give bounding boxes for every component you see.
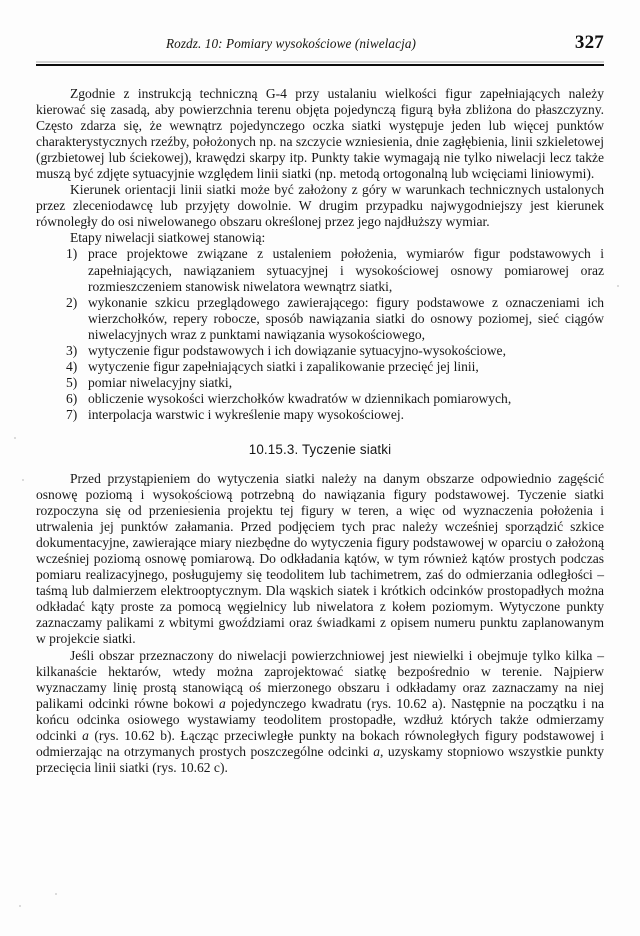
spacer-before-heading [36,423,604,442]
list-marker: 4) [66,358,78,374]
paragraph-3-list-intro: Etapy niwelacji siatkowej stanowią: [70,230,266,246]
list-item [36,391,604,407]
scan-speckle [22,479,24,481]
scan-speckle [14,437,16,439]
segment-text: Jeśli obszar przeznaczony do niwelacji powierzchniowej jest niewielki i obejmuje tylko kilka – kilkanaście hektarów, wtedy można zaprojektować siatkę bezpośrednio w terenie. Najpierw wyznaczamy linię prostą stanowiącą oś mierzonego obszaru i odkładamy oraz zaznaczamy na niej palikami odcinki równe bokowi [36,647,604,711]
list-marker: 7) [66,406,78,422]
segment-text: , uzyskamy stopniowo wszystkie punkty przecięcia linii siatki (rys. 10.62 c). [36,743,605,775]
paragraph-4: Przed przystąpieniem do wytyczenia siatki należy na danym obszarze odpowiednio zagęścić osnowę poziomą i wysokościową potrzebną do nawiązania figury podstawowej. Tyczenie siatki rozpoczyna się od przeniesienia projektu tej figury w teren, a więc od wyznaczenia położenia i utrwalenia jej punktów załamania. Przed podjęciem tych prac należy wcześniej sporządzić szkice dokumentacyjne, zawierające miary niezbędne do wytyczenia figury podstawowej w oparciu o założoną wcześniej poziomą osnowę pomiarową. Do odkładania kątów, w tym również kątów prostych podczas pomiaru realizacyjnego, posługujemy się teodolitem lub tachimetrem, zaś do odmierzania odległości – taśmą lub dalmierzem elektrooptycznym. Dla wąskich siatek i krótkich odcinków prostopadłych można odkładać kąty proste za pomocą węgielnicy lub niwelatora z kołem poziomym. Wytyczone punkty zaznaczamy palikami z wbitymi gwoździami oraz świadkami z opisem numeru punktu zaplanowanym w projekcie siatki. [36,470,604,647]
running-head-title: Rozdz. 10: Pomiary wysokościowe (niwelacja) [165,36,417,51]
list-item [36,375,604,391]
paragraph-5 [36,648,604,776]
header-rule-shadow [36,61,604,63]
list-item-text: pomiar niwelacyjny siatki, [88,374,233,390]
stages-list [36,246,604,423]
spacer-after-heading [36,458,604,471]
list-item-text: wykonanie szkicu przeglądowego zawierającego: figury podstawowe z oznaczeniami ich wierzchołków, repery robocze, sposób nawiązania siatki do osnowy poziomej, sieć ciągów niwelacyjnych wraz z punktami nawiązania wysokościowego, [88,294,604,342]
variable-a: a [373,743,380,759]
scan-speckle [19,905,21,907]
list-item-text: interpolacja warstwic i wykreślenie mapy wysokościowej. [88,406,405,422]
header-rule [36,64,604,66]
list-item [36,359,604,375]
list-item-text: wytyczenie figur podstawowych i ich dowiązanie sytuacyjno-wysokościowe, [88,342,506,358]
page-header [36,32,604,62]
list-item-text: obliczenie wysokości wierzchołków kwadratów w dziennikach pomiarowych, [88,390,512,406]
list-item-text: wytyczenie figur zapełniających siatki i zapalikowanie przecięć jej linii, [88,358,479,374]
variable-a: a [82,727,89,743]
list-marker: 2) [66,294,78,310]
paragraph-2: Kierunek orientacji linii siatki może być założony z góry w warunkach technicznych ustalonych przez zleceniodawcę lub przyjęty dowolnie. W drugim przypadku najwygodniejszy jest kierunek równoległy do osi niwelowanego obszaru określonej przez jego najdłuższy wymiar. [36,182,604,230]
list-item-text: prace projektowe związane z ustaleniem położenia, wymiarów figur podstawowych i zapełniających, nawiązaniem sytuacyjnej i wysokościowej osnowy pomiarowej oraz rozmieszczeniem stanowisk niwelatora wewnątrz siatki, [88,246,604,294]
list-item [36,343,604,359]
page-number: 327 [574,32,604,53]
section-heading: 10.15.3. Tyczenie siatki [248,441,392,457]
segment-text: (rys. 10.62 b). Łącząc przeciwległe punkty na bokach równoległych figury podstawowej i odmierzając na otrzymanych prostych poszczególne odcinki [36,727,604,759]
list-marker: 5) [66,374,78,390]
paragraph-1: Zgodnie z instrukcją techniczną G-4 przy ustalaniu wielkości figur zapełniających należy kierować się zasadą, aby powierzchnia terenu objęta pojedynczą figurą była zbliżona do płaszczyzny. Często zdarza się, że wewnątrz pojedynczego oczka siatki występuje jeden lub więcej punktów charakterystycznych rzeźby, położonych np. na szczycie wzniesienia, dnie zagłębienia, linii szkieletowej (grzbietowej lub ściekowej), krawędzi skarpy itp. Punkty takie wymagają nie tylko niwelacji lecz także muszą być zdjęte sytuacyjnie względem linii siatki (np. metodą ortogonalną lub wcięciami liniowymi). [36,86,604,182]
segment-text: pojedynczego kwadratu (rys. 10.62 a). Następnie na początku i na końcu odcinka osiowego wystawiamy teodolitem prostopadłe, wzdłuż których także odmierzamy odcinki [36,695,604,743]
list-item [36,295,604,343]
list-marker: 1) [66,246,78,262]
page-body [36,86,604,776]
scan-speckle [55,893,57,895]
variable-a: a [219,695,226,711]
list-marker: 6) [66,390,78,406]
list-marker: 3) [66,342,78,358]
list-item [36,407,604,423]
scan-speckle [617,285,619,287]
list-item [36,246,604,294]
